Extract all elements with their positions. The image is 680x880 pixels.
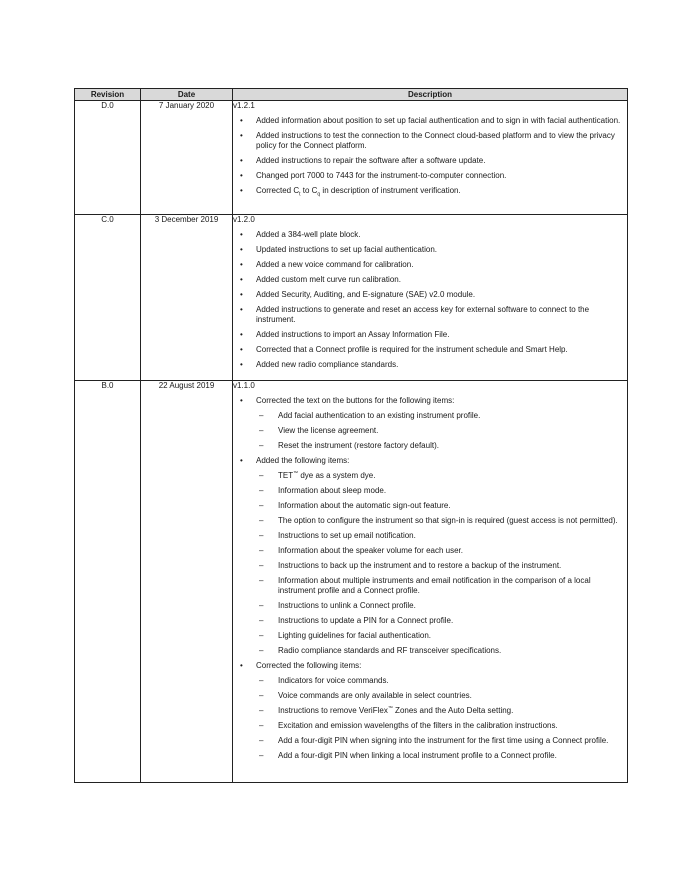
sub-list-item: – Instructions to update a PIN for a Connect profile. bbox=[256, 616, 627, 626]
trademark-mark: ™ bbox=[387, 705, 393, 712]
list-item: • Added new radio compliance standards. bbox=[233, 360, 627, 370]
header-row bbox=[75, 89, 628, 101]
list-item: • Added custom melt curve run calibration. bbox=[233, 275, 627, 285]
group-heading: Corrected the following items: bbox=[256, 661, 362, 670]
sub-list-item: – The option to configure the instrument so that sign-in is required (guest access is not permitted). bbox=[256, 516, 627, 526]
trademark-mark: ™ bbox=[293, 470, 299, 477]
description-cell bbox=[233, 101, 628, 215]
sub-list-item: – Radio compliance standards and RF transceiver specifications. bbox=[256, 646, 627, 656]
revision-cell: B.0 bbox=[75, 381, 141, 783]
revision-history-table bbox=[74, 88, 628, 783]
list-item bbox=[233, 186, 627, 196]
list-item: • Updated instructions to set up facial authentication. bbox=[233, 245, 627, 255]
group-heading: Added the following items: bbox=[256, 456, 350, 465]
sub-list-item: – Voice commands are only available in select countries. bbox=[256, 691, 627, 701]
list-item: • Corrected that a Connect profile is required for the instrument schedule and Smart Help. bbox=[233, 345, 627, 355]
table-row bbox=[75, 101, 628, 215]
sub-list-item: – Add facial authentication to an existing instrument profile. bbox=[256, 411, 627, 421]
sub-list-item: – Lighting guidelines for facial authentication. bbox=[256, 631, 627, 641]
item-text: TET bbox=[278, 471, 294, 480]
sub-list-item: – Information about the speaker volume for each user. bbox=[256, 546, 627, 556]
sub-list-item: – Information about multiple instruments and email notification in the comparison of a local instrument profile and a Connect profile. bbox=[256, 576, 627, 596]
revision-cell: D.0 bbox=[75, 101, 141, 215]
item-text: Corrected C bbox=[256, 186, 300, 195]
list-item: • Changed port 7000 to 7443 for the instrument-to-computer connection. bbox=[233, 171, 627, 181]
subscript-t: t bbox=[299, 191, 301, 198]
list-item bbox=[233, 456, 627, 656]
header-date: Date bbox=[141, 89, 233, 101]
list-item: • Added a new voice command for calibration. bbox=[233, 260, 627, 270]
sub-list-item bbox=[256, 706, 627, 716]
sub-list-item: – Instructions to unlink a Connect profile. bbox=[256, 601, 627, 611]
item-text: to C bbox=[300, 186, 318, 195]
version-label: v1.1.0 bbox=[233, 381, 255, 390]
sub-list-item: – Add a four-digit PIN when linking a local instrument profile to a Connect profile. bbox=[256, 751, 627, 761]
date-cell: 7 January 2020 bbox=[141, 101, 233, 215]
list-item: • Added instructions to import an Assay Information File. bbox=[233, 330, 627, 340]
sub-list-item: – Information about the automatic sign-out feature. bbox=[256, 501, 627, 511]
list-item bbox=[233, 396, 627, 451]
sub-list-item: – Excitation and emission wavelengths of the filters in the calibration instructions. bbox=[256, 721, 627, 731]
date-cell: 3 December 2019 bbox=[141, 215, 233, 381]
item-text: dye as a system dye. bbox=[298, 471, 376, 480]
subscript-q: q bbox=[317, 191, 321, 198]
sub-list-item: – Add a four-digit PIN when signing into the instrument for the first time using a Connect profile. bbox=[256, 736, 627, 746]
list-item: • Added Security, Auditing, and E-signature (SAE) v2.0 module. bbox=[233, 290, 627, 300]
version-label: v1.2.0 bbox=[233, 215, 255, 224]
list-item bbox=[233, 661, 627, 761]
item-text: Zones and the Auto Delta setting. bbox=[392, 706, 514, 715]
item-text: in description of instrument verification. bbox=[320, 186, 461, 195]
list-item: • Added information about position to set up facial authentication and to sign in with facial authentication. bbox=[233, 116, 627, 126]
sub-list-item: – Instructions to back up the instrument and to restore a backup of the instrument. bbox=[256, 561, 627, 571]
list-item: • Added a 384-well plate block. bbox=[233, 230, 627, 240]
sub-list-item: – Reset the instrument (restore factory default). bbox=[256, 441, 627, 451]
sub-list-item: – Information about sleep mode. bbox=[256, 486, 627, 496]
sub-list-item: – View the license agreement. bbox=[256, 426, 627, 436]
header-description: Description bbox=[233, 89, 628, 101]
table-row bbox=[75, 215, 628, 381]
revision-cell: C.0 bbox=[75, 215, 141, 381]
sub-list-item bbox=[256, 471, 627, 481]
description-cell bbox=[233, 215, 628, 381]
sub-list-item: – Indicators for voice commands. bbox=[256, 676, 627, 686]
version-label: v1.2.1 bbox=[233, 101, 255, 110]
item-text: Instructions to remove VeriFlex bbox=[278, 706, 388, 715]
description-cell bbox=[233, 381, 628, 783]
list-item: • Added instructions to test the connection to the Connect cloud-based platform and to view the privacy policy for the Connect platform. bbox=[233, 131, 627, 151]
date-cell: 22 August 2019 bbox=[141, 381, 233, 783]
list-item: • Added instructions to generate and reset an access key for external software to connect to the instrument. bbox=[233, 305, 627, 325]
group-heading: Corrected the text on the buttons for the following items: bbox=[256, 396, 455, 405]
header-revision: Revision bbox=[75, 89, 141, 101]
list-item: • Added instructions to repair the software after a software update. bbox=[233, 156, 627, 166]
sub-list-item: – Instructions to set up email notification. bbox=[256, 531, 627, 541]
table-row bbox=[75, 381, 628, 783]
